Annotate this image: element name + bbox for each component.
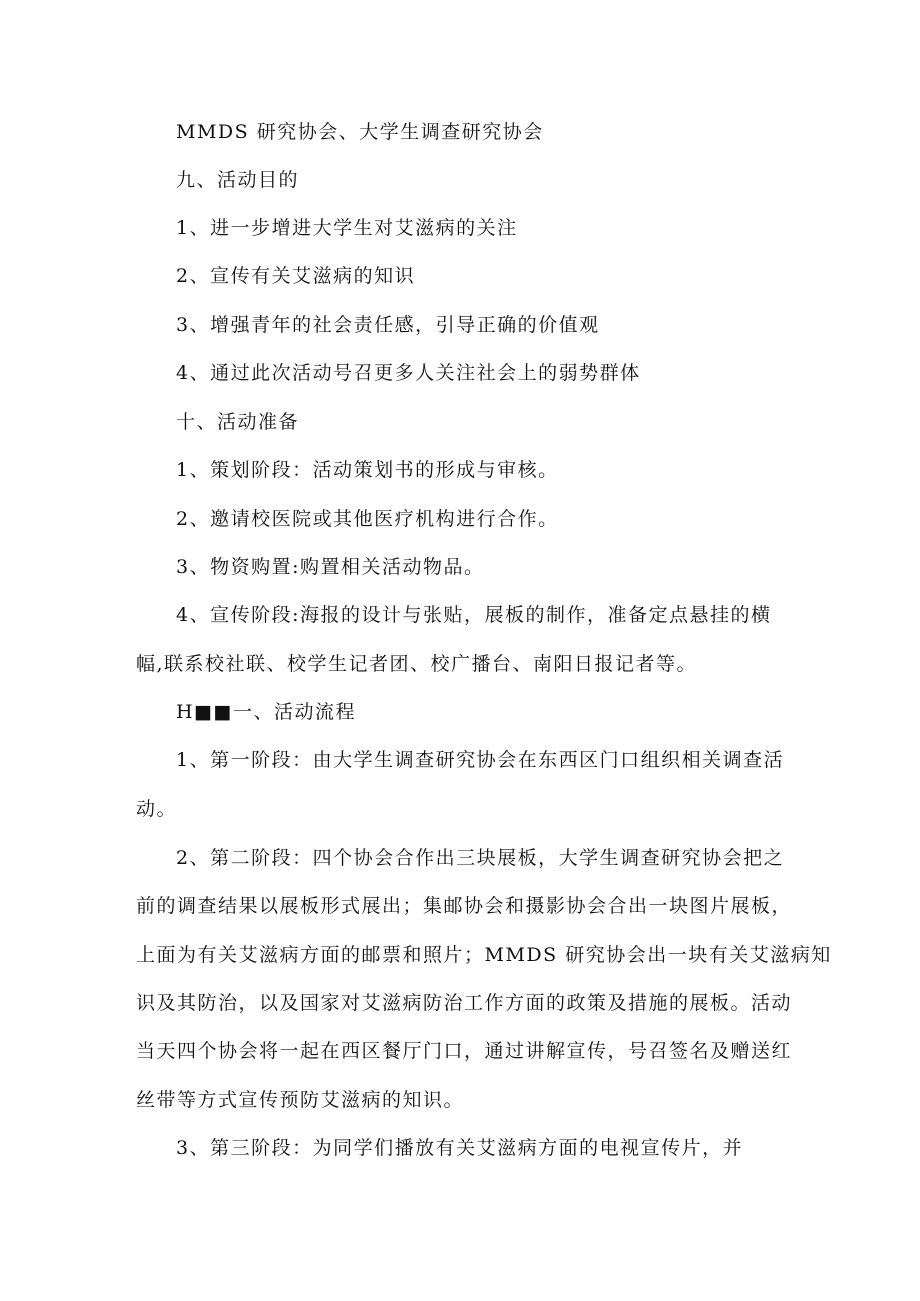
list-item: 1、第一阶段：由大学生调查研究协会在东西区门口组织相关调查活 xyxy=(176,749,785,771)
list-item: 3、物资购置:购置相关活动物品。 xyxy=(176,556,485,578)
paragraph-line: MMDS 研究协会、大学生调查研究协会 xyxy=(176,121,544,143)
section-heading: 十、活动准备 xyxy=(176,411,300,433)
list-item: 2、宣传有关艾滋病的知识 xyxy=(176,265,416,287)
section-heading: H■■一、活动流程 xyxy=(176,701,356,723)
paragraph-line: 识及其防治，以及国家对艾滋病防治工作方面的政策及措施的展板。活动 xyxy=(136,992,793,1014)
list-item: 1、策划阶段：活动策划书的形成与审核。 xyxy=(176,459,559,481)
paragraph-line: 丝带等方式宣传预防艾滋病的知识。 xyxy=(136,1089,465,1111)
section-heading: 九、活动目的 xyxy=(176,169,300,191)
list-item: 2、第二阶段：四个协会合作出三块展板，大学生调查研究协会把之 xyxy=(176,847,785,869)
paragraph-line: 当天四个协会将一起在西区餐厅门口，通过讲解宣传，号召签名及赠送红 xyxy=(136,1040,793,1062)
paragraph-line: 前的调查结果以展板形式展出；集邮协会和摄影协会合出一块图片展板， xyxy=(136,895,793,917)
list-item: 3、第三阶段：为同学们播放有关艾滋病方面的电视宣传片，并 xyxy=(176,1137,744,1159)
paragraph-line: 上面为有关艾滋病方面的邮票和照片；MMDS 研究协会出一块有关艾滋病知 xyxy=(136,944,832,966)
paragraph-line: 动。 xyxy=(136,798,178,820)
list-item: 4、宣传阶段:海报的设计与张贴，展板的制作，准备定点悬挂的横 xyxy=(176,604,772,626)
list-item: 3、增强青年的社会责任感，引导正确的价值观 xyxy=(176,314,600,336)
paragraph-line: 幅,联系校社联、校学生记者团、校广播台、南阳日报记者等。 xyxy=(136,653,698,675)
list-item: 1、进一步增进大学生对艾滋病的关注 xyxy=(176,217,518,239)
list-item: 2、邀请校医院或其他医疗机构进行合作。 xyxy=(176,508,559,530)
list-item: 4、通过此次活动号召更多人关注社会上的弱势群体 xyxy=(176,362,641,384)
